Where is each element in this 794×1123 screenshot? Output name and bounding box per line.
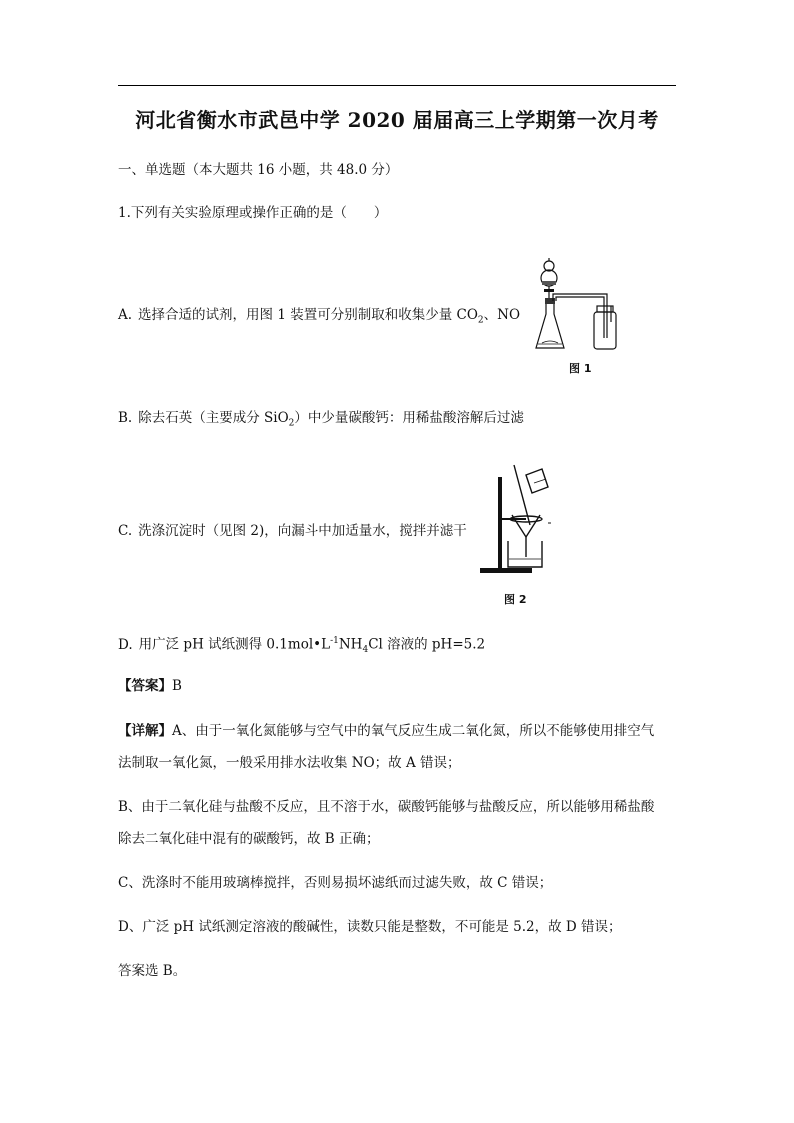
option-a-sub: 2 bbox=[477, 315, 484, 326]
option-a-label: A. bbox=[118, 307, 133, 323]
explanation-line-3: B、由于二氧化硅与盐酸不反应，且不溶于水，碳酸钙能够与盐酸反应，所以能够用稀盐酸 bbox=[118, 799, 655, 815]
figure-1-caption: 图 1 bbox=[569, 362, 592, 375]
question-stem: 1.下列有关实验原理或操作正确的是（ ） bbox=[118, 205, 388, 221]
answer bbox=[118, 676, 182, 696]
option-a-text: 选择合适的试剂，用图 1 装置可分别制取和收集少量 CO bbox=[138, 307, 478, 323]
explanation-line-4: 除去二氧化硅中混有的碳酸钙，故 B 正确； bbox=[118, 831, 380, 847]
option-d-sup: -1 bbox=[330, 636, 339, 646]
explanation-label: 【详解】 bbox=[118, 723, 172, 739]
explanation-line-2: 法制取一氧化氮，一般采用排水法收集 NO；故 A 错误； bbox=[118, 755, 461, 771]
option-d-label: D. bbox=[118, 636, 133, 653]
answer-value: B bbox=[172, 678, 182, 694]
option-c-text: 洗涤沉淀时（见图 2)，向漏斗中加适量水，搅拌并滤干 bbox=[138, 523, 467, 539]
page-title: 河北省衡水市武邑中学 2020 届届高三上学期第一次月考 bbox=[135, 108, 659, 132]
explanation-line-7: 答案选 B。 bbox=[118, 963, 187, 979]
explanation-line-5: C、洗涤时不能用玻璃棒搅拌，否则易损坏滤纸而过滤失败，故 C 错误； bbox=[118, 875, 553, 891]
explanation-line-1 bbox=[118, 721, 654, 741]
option-d-sub: 4 bbox=[362, 645, 369, 656]
option-b-text: 除去石英（主要成分 SiO bbox=[138, 410, 289, 426]
option-d-text: 用广泛 pH 试纸测得 0.1mol•L bbox=[138, 636, 331, 653]
option-c-label: C. bbox=[118, 523, 133, 539]
option-b-sub: 2 bbox=[288, 418, 295, 429]
option-a bbox=[118, 305, 520, 331]
option-b-tail: ）中少量碳酸钙：用稀盐酸溶解后过滤 bbox=[294, 410, 524, 426]
filtration-apparatus-diagram bbox=[478, 457, 558, 575]
explanation-line-6: D、广泛 pH 试纸测定溶液的酸碱性，读数只能是整数，不可能是 5.2，故 D 错误； bbox=[118, 919, 622, 935]
gas-generation-apparatus-diagram bbox=[533, 254, 633, 352]
option-c bbox=[118, 521, 467, 541]
option-b bbox=[118, 408, 524, 434]
option-d bbox=[118, 631, 485, 660]
figure-2-caption: 图 2 bbox=[504, 593, 527, 606]
figure-2 bbox=[478, 457, 558, 607]
explanation-text-1: A、由于一氧化氮能够与空气中的氧气反应生成二氧化氮，所以不能够使用排空气 bbox=[172, 723, 655, 739]
header-rule bbox=[118, 85, 676, 86]
option-b-label: B. bbox=[118, 410, 133, 426]
figure-1 bbox=[533, 254, 633, 380]
option-a-tail: 、NO bbox=[483, 307, 521, 323]
answer-label: 【答案】 bbox=[118, 678, 172, 694]
section-heading: 一、单选题（本大题共 16 小题，共 48.0 分） bbox=[118, 162, 399, 178]
option-d-tail: Cl 溶液的 pH=5.2 bbox=[368, 636, 486, 653]
option-d-mid: NH bbox=[338, 636, 363, 653]
